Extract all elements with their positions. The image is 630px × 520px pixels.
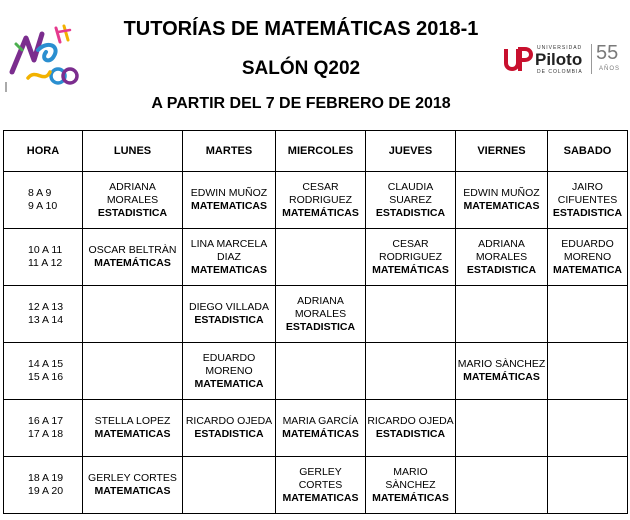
up-monogram-icon — [503, 45, 533, 75]
schedule-cell — [548, 286, 628, 343]
schedule-table — [3, 130, 628, 514]
hour-label: 12 A 13 — [28, 301, 64, 313]
schedule-cell — [366, 286, 456, 343]
hour-cell — [4, 229, 83, 286]
schedule-cell — [183, 457, 276, 514]
schedule-cell — [276, 457, 366, 514]
subject-label: MATEMÁTICAS — [282, 206, 359, 219]
subject-label: MATEMATICAS — [463, 200, 540, 212]
hour-label: 11 A 12 — [28, 257, 63, 269]
tutor-name: EDWIN MUÑOZ — [463, 187, 540, 199]
column-header-lunes: LUNES — [83, 131, 183, 172]
university-logo — [503, 42, 625, 78]
university-name: Piloto — [535, 50, 583, 69]
table-row — [4, 400, 628, 457]
schedule-cell — [183, 286, 276, 343]
hour-label: 19 A 20 — [28, 485, 64, 497]
schedule-cell — [366, 400, 456, 457]
hour-label: 9 A 10 — [28, 200, 58, 212]
subject-label: ESTADISTICA — [375, 206, 446, 219]
subject-label: ESTADISTICA — [285, 320, 356, 333]
schedule-cell — [548, 343, 628, 400]
tutor-name: JAIRO CIFUENTES — [557, 180, 618, 206]
schedule-cell — [83, 229, 183, 286]
anniversary-years: 55 — [596, 42, 619, 64]
tutor-name: MARIO SÀNCHEZ — [457, 358, 546, 370]
country-label: DE COLOMBIA — [537, 69, 583, 75]
schedule-cell — [183, 400, 276, 457]
tutor-name: RICARDO OJEDA — [367, 415, 454, 427]
table-row — [4, 343, 628, 400]
hour-cell — [4, 343, 83, 400]
tutor-name: CLAUDIA SUAREZ — [387, 180, 434, 206]
tutor-name: EDWIN MUÑOZ — [190, 187, 268, 199]
tutor-name: EDUARDO MORENO — [561, 237, 614, 263]
tutor-name: GERLEY CORTES — [88, 472, 177, 484]
subject-label: ESTADISTICA — [97, 206, 168, 219]
schedule-cell — [276, 172, 366, 229]
schedule-cell — [183, 172, 276, 229]
tutor-name: STELLA LOPEZ — [94, 415, 171, 427]
tutor-name: MARIA GARCÍA — [282, 415, 359, 427]
schedule-cell — [183, 229, 276, 286]
subject-label: MATEMATICAS — [94, 485, 171, 497]
table-row — [4, 457, 628, 514]
tutor-name: CESAR RODRIGUEZ — [379, 237, 442, 263]
column-header-jueves: JUEVES — [366, 131, 456, 172]
subject-label: MATEMATICAS — [190, 263, 268, 276]
hour-cell — [4, 457, 83, 514]
subject-label: MATEMÁTICAS — [282, 428, 359, 440]
tutor-name: LINA MARCELA DIAZ — [190, 237, 268, 263]
subject-label: MATEMATICAS — [94, 428, 171, 440]
hour-cell — [4, 172, 83, 229]
tutor-name: GERLEY CORTES — [298, 465, 343, 491]
subject-label: ESTADISTICA — [194, 428, 264, 440]
subject-label: MATEMATICAS — [190, 200, 268, 212]
subject-label: MATEMÁTICAS — [463, 371, 540, 383]
start-date-label: A PARTIR DEL 7 DE FEBRERO DE 2018 — [151, 95, 451, 112]
column-header-miercoles: MIERCOLES — [276, 131, 366, 172]
hour-cell — [4, 286, 83, 343]
schedule-cell — [548, 229, 628, 286]
subject-label: ESTADISTICA — [552, 206, 623, 219]
hour-label: 8 A 9 — [28, 187, 52, 199]
hour-label: 14 A 15 — [28, 358, 64, 370]
table-row — [4, 172, 628, 229]
tutor-name: MARIO SÀNCHEZ — [385, 465, 436, 491]
schedule-cell — [83, 286, 183, 343]
hour-label: 15 A 16 — [28, 371, 64, 383]
tutor-name: EDUARDO MORENO — [202, 351, 256, 377]
subject-label: MATEMÁTICAS — [94, 257, 171, 269]
subject-label: MATEMATICAS — [282, 491, 359, 504]
subject-label: MATEMATICA — [552, 263, 622, 276]
header-row — [4, 131, 628, 172]
schedule-cell — [366, 172, 456, 229]
hour-cell — [4, 400, 83, 457]
hour-label: 10 A 11 — [28, 244, 63, 256]
tutor-name: RICARDO OJEDA — [185, 415, 273, 427]
subject-label: ESTADISTICA — [466, 263, 537, 276]
schedule-cell — [276, 343, 366, 400]
tutor-name: DIEGO VILLADA — [189, 301, 269, 313]
anniversary-label: AÑOS — [599, 66, 621, 72]
schedule-cell — [548, 172, 628, 229]
tutor-name: ADRIANA MORALES — [106, 180, 159, 206]
schedule-cell — [83, 172, 183, 229]
schedule-cell — [276, 400, 366, 457]
table-row — [4, 229, 628, 286]
tutor-name: OSCAR BELTRÀN — [88, 244, 177, 256]
schedule-cell — [83, 400, 183, 457]
schedule-cell — [548, 457, 628, 514]
schedule-cell — [456, 286, 548, 343]
table-row — [4, 286, 628, 343]
tutor-name: ADRIANA MORALES — [294, 294, 347, 320]
university-small-label: UNIVERSIDAD — [537, 45, 583, 51]
schedule-cell — [456, 457, 548, 514]
subject-label: ESTADISTICA — [375, 428, 446, 440]
hour-label: 18 A 19 — [28, 472, 64, 484]
schedule-cell — [548, 400, 628, 457]
column-header-martes: MARTES — [183, 131, 276, 172]
subject-label: MATEMÁTICAS — [372, 491, 449, 504]
schedule-cell — [276, 229, 366, 286]
subject-label: MATEMATICA — [194, 377, 264, 390]
tutor-name: ADRIANA MORALES — [475, 237, 528, 263]
schedule-cell — [183, 343, 276, 400]
hour-label: 17 A 18 — [28, 428, 64, 440]
subject-label: ESTADISTICA — [194, 314, 264, 326]
schedule-cell — [83, 457, 183, 514]
room-label: SALÓN Q202 — [241, 58, 361, 79]
schedule-cell — [456, 343, 548, 400]
column-header-sabado: SABADO — [548, 131, 628, 172]
tutor-name: CESAR RODRIGUEZ — [289, 180, 352, 206]
page-title: TUTORÍAS DE MATEMÁTICAS 2018-1 — [123, 18, 479, 40]
schedule-cell — [366, 457, 456, 514]
column-header-hora: HORA — [4, 131, 83, 172]
hour-label: 16 A 17 — [28, 415, 64, 427]
logo-divider — [591, 44, 592, 74]
schedule-cell — [366, 229, 456, 286]
schedule-cell — [456, 400, 548, 457]
schedule-cell — [276, 286, 366, 343]
schedule-cell — [456, 229, 548, 286]
subject-label: MATEMÁTICAS — [372, 263, 449, 276]
schedule-cell — [83, 343, 183, 400]
schedule-cell — [456, 172, 548, 229]
column-header-viernes: VIERNES — [456, 131, 548, 172]
hour-label: 13 A 14 — [28, 314, 64, 326]
schedule-cell — [366, 343, 456, 400]
